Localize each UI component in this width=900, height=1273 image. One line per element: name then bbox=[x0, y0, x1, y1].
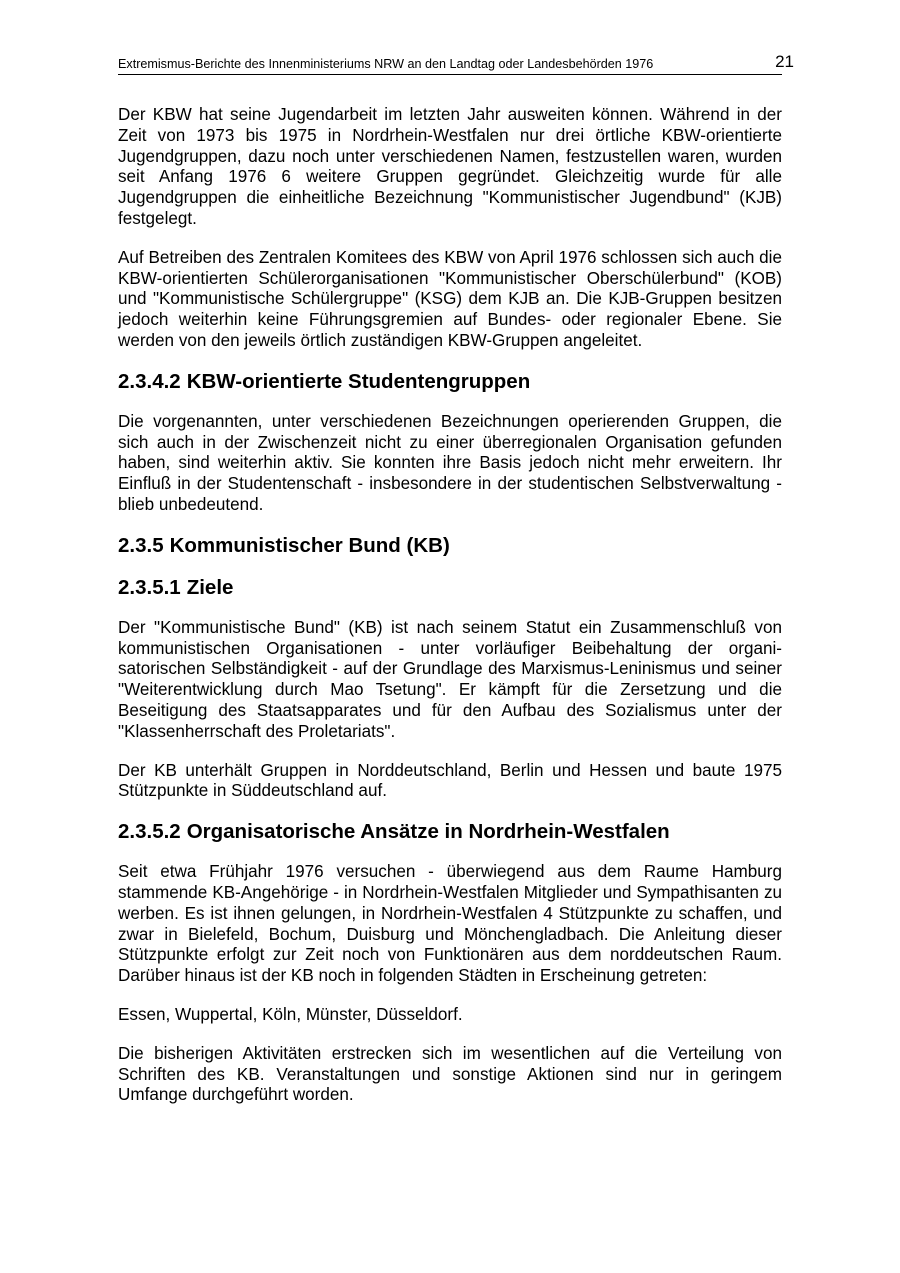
heading-2-3-4-2 bbox=[118, 370, 782, 394]
paragraph-kb-groups: Der KB unterhält Gruppen in Norddeutschland, Berlin und Hessen und baute 1975 Stützpunkte in Süddeutschland auf. bbox=[118, 760, 782, 801]
heading-2-3-5-1 bbox=[118, 576, 782, 600]
heading-title: Kommunistischer Bund (KB) bbox=[169, 533, 450, 557]
paragraph-nrw-bases: Seit etwa Frühjahr 1976 versuchen - überwiegend aus dem Raume Hamburg stammende KB-Angehörige - in Nordrhein-Westfalen Mitglieder und Sympathisanten zu werben. Es ist ihnen gelungen, in Nordrhein-Westfalen 4 Stützpunkte zu schaffen, und zwar in Bielefeld, Bochum, Duisburg und Mönchengladbach. Die Anleitung dieser Stützpunkte erfolgt zur Zeit noch von Funktionären aus dem norddeutschen Raum. Darüber hinaus ist der KB noch in folgenden Städten in Erscheinung getreten: bbox=[118, 862, 782, 986]
paragraph-student-groups: Die vorgenannten, unter verschiedenen Bezeichnungen operierenden Gruppen, die sich auch in der Zwischenzeit nicht zu einer überregionalen Organisation gefunden haben, sind weiterhin aktiv. Sie konnten ihre Basis jedoch nicht mehr erweitern. Ihr Einfluß in der Studentenschaft - insbesondere in der studentischen Selbstverwaltung - blieb unbedeutend. bbox=[118, 411, 782, 514]
document-body bbox=[118, 105, 782, 1106]
paragraph-school-organisations: Auf Betreiben des Zentralen Komitees des KBW von April 1976 schlossen sich auch die KBW-orientierten Schülerorganisationen "Kommunistischer Oberschülerbund" (KOB) und "Kommunistische Schülergruppe" (KSG) dem KJB an. Die KJB-Gruppen besitzen jedoch weiterhin keine Führungsgremien auf Bundes- oder regionaler Ebene. Sie werden von den jeweils örtlich zuständigen KBW-Gruppen angeleitet. bbox=[118, 247, 782, 350]
paragraph-city-list: Essen, Wuppertal, Köln, Münster, Düsseldorf. bbox=[118, 1004, 463, 1024]
heading-number: 2.3.5.1 bbox=[118, 575, 181, 599]
heading-2-3-5-2 bbox=[118, 820, 782, 844]
heading-title: Ziele bbox=[186, 575, 234, 599]
paragraph-kb-goals: Der "Kommunistische Bund" (KB) ist nach seinem Statut ein Zusammenschluß von kommunistischen Organisationen - unter vorläufiger Beibehaltung der organisatorischen Selbständigkeit - auf der Grundlage des Marxismus-Leninismus und seiner "Weiterentwicklung durch Mao Tsetung". Er kämpft für die Zersetzung und die Beseitigung des Staatsapparates und für den Aufbau des Sozialismus unter der "Klassenherrschaft des Proletariats". bbox=[118, 617, 782, 741]
paragraph-kjb-youth-work: Der KBW hat seine Jugendarbeit im letzten Jahr ausweiten können. Während in der Zeit von 1973 bis 1975 in Nordrhein-Westfalen nur drei örtliche KBW-orientierte Jugendgruppen, dazu noch unter verschiedenen Namen, festzustellen waren, wurden seit Anfang 1976 6 weitere Gruppen gegründet. Gleichzeitig wurde für alle Jugendgruppen die einheitliche Bezeichnung "Kommunistischer Jugendbund" (KJB) festgelegt. bbox=[118, 105, 782, 228]
header-title: Extremismus-Berichte des Innenministeriums NRW an den Landtag oder Landesbehörden 1976 bbox=[118, 57, 654, 71]
heading-title: KBW-orientierte Studentengruppen bbox=[186, 369, 531, 393]
document-page bbox=[118, 52, 794, 1124]
heading-number: 2.3.4.2 bbox=[118, 369, 181, 393]
running-header bbox=[118, 52, 794, 75]
paragraph-activities: Die bisherigen Aktivitäten erstrecken sich im wesentlichen auf die Verteilung von Schriften des KB. Veranstaltungen und sonstige Aktionen sind nur in geringem Umfange durchgeführt worden. bbox=[118, 1043, 782, 1105]
heading-2-3-5 bbox=[118, 534, 782, 558]
heading-number: 2.3.5 bbox=[118, 533, 164, 557]
page-number: 21 bbox=[775, 52, 794, 71]
heading-title: Organisatorische Ansätze in Nordrhein-Westfalen bbox=[186, 820, 670, 844]
heading-number: 2.3.5.2 bbox=[118, 820, 181, 844]
